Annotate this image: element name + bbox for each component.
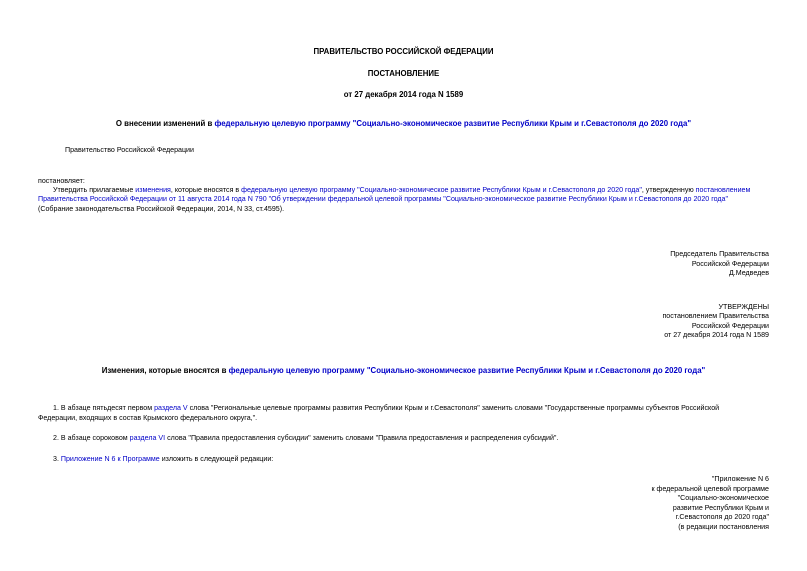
resolution-790-link[interactable]: Правительства Российской Федерации от 11 августа 2014 года N 790 "Об утверждении федеральной целевой программы "Социально-экономическое развитие Республики Крым и г.Севастополя до 2020 года"	[38, 195, 729, 203]
para1-text-1: Утвердить прилагаемые	[53, 186, 136, 194]
para1-line2	[38, 195, 728, 205]
program-link-inline[interactable]: федеральную целевую программу "Социально-экономическое развитие Республики Крым и г.Севастополя до 2020 года"	[241, 186, 642, 194]
document-type: ПОСТАНОВЛЕНИЕ	[367, 68, 440, 78]
changes-title	[36, 365, 771, 375]
approved-by: постановлением Правительства	[662, 312, 769, 320]
document-title-prefix: О внесении изменений в	[115, 118, 215, 128]
item1-text-2: слова "Региональные целевые программы развития Республики Крым и г.Севастополя" заменить словами "Государственные программы субъектов Российской	[187, 404, 720, 412]
approved-date: от 27 декабря 2014 года N 1589	[664, 331, 769, 339]
para1-text-2: , которые вносятся в	[170, 186, 242, 194]
item3-text-2: изложить в следующей редакции:	[159, 455, 274, 463]
signature-name: Д.Медведев	[728, 269, 769, 277]
item1-text-1: 1. В абзаце пятьдесят первом	[53, 404, 155, 412]
signature-title: Председатель Правительства	[670, 250, 769, 258]
appendix-line5: г.Севастополя до 2020 года"	[675, 513, 769, 521]
approved-heading: УТВЕРЖДЕНЫ	[718, 303, 769, 311]
item3-line	[53, 455, 273, 465]
item1-line1	[53, 404, 719, 414]
item2-line	[53, 434, 558, 444]
decides-line: постановляет:	[38, 177, 85, 185]
item3-text-1: 3.	[53, 455, 61, 463]
changes-link[interactable]: изменения	[135, 186, 171, 194]
program-link[interactable]: федеральную целевую программу "Социально-экономическое развитие Республики Крым и г.Севастополя до 2020 года"	[214, 118, 692, 128]
signature-country: Российской Федерации	[691, 260, 769, 268]
item1-line2: Федерации, входящих в состав Крымского федерального округа,".	[38, 414, 258, 422]
section-v-link[interactable]: раздела V	[154, 404, 188, 412]
appendix-line2: к федеральной целевой программе	[651, 485, 769, 493]
item2-text-2: слова "Правила предоставления субсидии" заменить словами "Правила предоставления и распределения субсидий".	[165, 434, 559, 442]
appendix-line3: "Социально-экономическое	[677, 494, 769, 502]
item2-text-1: 2. В абзаце сороковом	[53, 434, 130, 442]
government-heading: ПРАВИТЕЛЬСТВО РОССИЙСКОЙ ФЕДЕРАЦИИ	[313, 46, 494, 56]
resolution-link[interactable]: постановлением	[695, 186, 751, 194]
appendix-line4: развитие Республики Крым и	[672, 504, 769, 512]
para1-line3: (Собрание законодательства Российской Федерации, 2014, N 33, ст.4595).	[38, 205, 285, 213]
changes-title-prefix: Изменения, которые вносятся в	[101, 365, 229, 375]
appendix-line1: "Приложение N 6	[711, 475, 769, 483]
document-date-number: от 27 декабря 2014 года N 1589	[343, 89, 464, 99]
section-vi-link[interactable]: раздела VI	[129, 434, 166, 442]
approved-country: Российской Федерации	[691, 322, 769, 330]
para1-text-3: , утвержденную	[641, 186, 696, 194]
government-line: Правительство Российской Федерации	[65, 146, 194, 154]
appendix-6-link[interactable]: Приложение N 6 к Программе	[60, 455, 160, 463]
appendix-line6: (в редакции постановления	[678, 523, 769, 531]
document-title	[36, 118, 771, 128]
changes-program-link[interactable]: федеральную целевую программу "Социально-экономическое развитие Республики Крым и г.Севастополя до 2020 года"	[228, 365, 706, 375]
